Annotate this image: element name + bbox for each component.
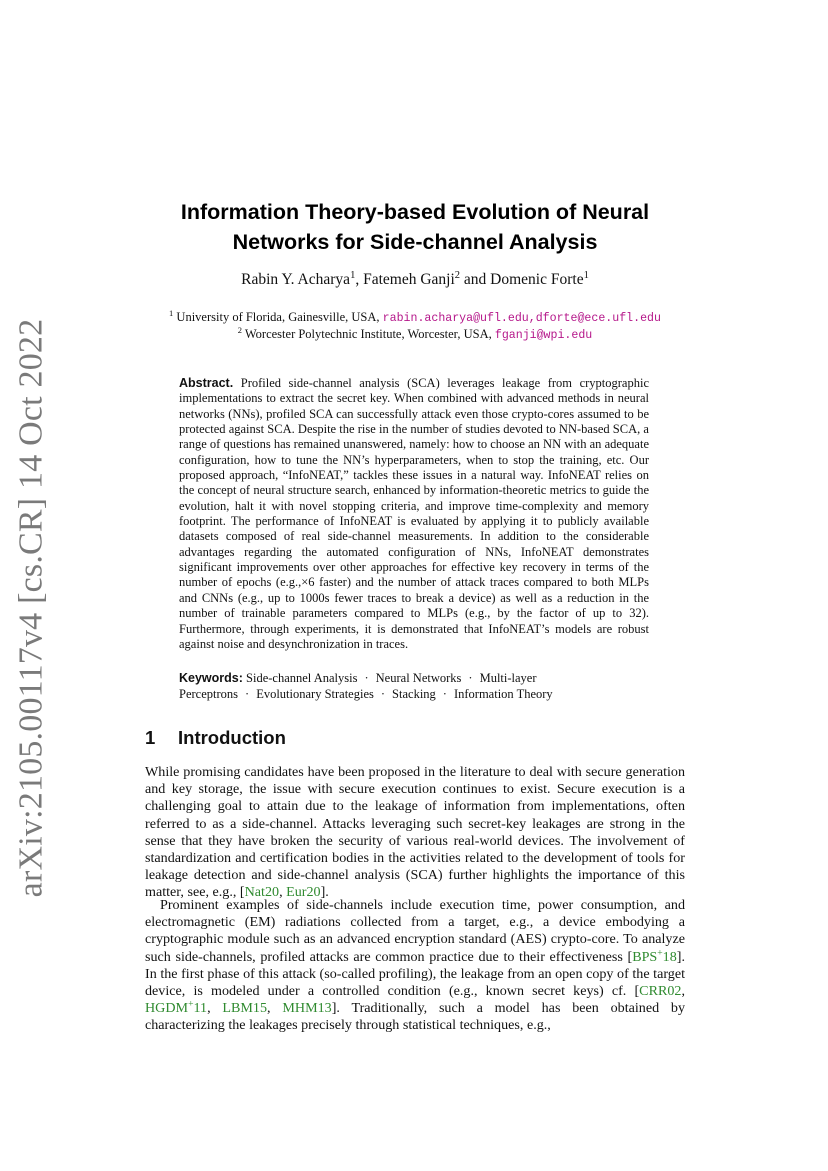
- affiliation-2: [120, 326, 710, 344]
- keyword: Neural Networks: [375, 671, 462, 685]
- email-link[interactable]: rabin.acharya@ufl.edu,dforte@ece.ufl.edu: [382, 312, 661, 325]
- citation-separator: ,: [267, 1000, 283, 1017]
- keyword: Multi-layer Perceptrons: [179, 671, 537, 701]
- keyword-separator: ·: [442, 686, 447, 701]
- citation-separator: ,: [681, 983, 685, 1000]
- citation-plus: +: [657, 946, 663, 958]
- citation-year: 11: [193, 1000, 208, 1017]
- paper-title: [120, 197, 710, 257]
- affiliation-marker: 1: [583, 269, 589, 281]
- keyword: Side-channel Analysis: [246, 671, 358, 685]
- title-line-1: Information Theory-based Evolution of Neural: [180, 200, 650, 224]
- author-separator: and: [460, 271, 491, 288]
- citation-link[interactable]: [632, 946, 677, 965]
- citation-bracket: [: [239, 884, 245, 901]
- citation-key: HGDM: [145, 1000, 189, 1017]
- abstract-label: Abstract.: [179, 376, 234, 390]
- author-name: Fatemeh Ganji: [363, 271, 455, 288]
- citation-separator: ,: [279, 884, 287, 901]
- citation-bracket: ]: [331, 1000, 337, 1017]
- citation-link[interactable]: LBM15: [222, 1000, 268, 1017]
- citation-bracket: ]: [676, 948, 682, 965]
- citation-key: BPS: [632, 948, 658, 965]
- keyword-separator: ·: [245, 686, 250, 701]
- section-heading: [145, 726, 286, 750]
- affiliation-text: University of Florida, Gainesville, USA,: [176, 310, 383, 324]
- citation-link[interactable]: CRR02: [639, 983, 682, 1000]
- keyword-separator: ·: [380, 686, 386, 701]
- section-title: Introduction: [178, 727, 286, 748]
- paragraph-text: While promising candidates have been proposed in the literature to deal with secure generation and key storage, the issue with secure execution continues to exist. Secure execution is a challenging goal to attain due to the leakage of information from implementations, often referred to as a side-channel. Attacks leveraging such secret-key leakages are strong in the sense that they have broken the security of various real-world devices. The involvement of standardization and certification bodies in the activities related to the development of tools for leakage detection and side-channel analysis (SCA) further highlights the importance of this matter, see, e.g.,: [145, 764, 685, 901]
- title-line-2: Networks for Side-channel Analysis: [232, 230, 598, 254]
- affiliation-1: [120, 309, 710, 327]
- email-link[interactable]: fganji@wpi.edu: [494, 329, 593, 342]
- author-list: [120, 270, 710, 290]
- abstract-text: Profiled side-channel analysis (SCA) leverages leakage from cryptographic implementations to extract the secret key. When combined with advanced methods in neural networks (NNs), profiled SCA can successfully attack even those crypto-cores assumed to be protected against SCA. Despite the rise in the number of studies devoted to NN-based SCA, a range of questions has remained unanswered, namely: how to choose an NN with an adequate configuration, how to tune the NN’s hyperparameters, when to stop the training, etc. Our proposed approach, “InfoNEAT,” tackles these issues in a natural way. InfoNEAT relies on the concept of neural structure search, enhanced by information-theoretic metrics to guide the evolution, halt it with novel stopping criteria, and improve time-complexity and memory footprint. The performance of InfoNEAT is evaluated by applying it to publicly available datasets composed of real side-channel measurements. In addition to the considerable advantages regarding the automated configuration of NNs, InfoNEAT demonstrates significant improvements over other approaches for effective key recovery in terms of the number of epochs (e.g.,×6 faster) and the number of attack traces compared to both MLPs and CNNs (e.g., up to 1000s fewer traces to break a device) as well as a reduction in the number of trainable parameters compared to MLPs (e.g., by the factor of up to 32). Furthermore, through experiments, it is demonstrated that InfoNEAT’s models are robust against noise and desynchronization in traces.: [179, 376, 649, 651]
- keyword: Information Theory: [453, 686, 553, 701]
- keyword-separator: ·: [364, 671, 369, 685]
- intro-paragraph-1: [145, 764, 685, 902]
- author-name: Domenic Forte: [490, 271, 584, 288]
- affiliation-marker: 1: [350, 269, 356, 281]
- keywords-label: Keywords:: [179, 671, 243, 685]
- intro-paragraph-2: [145, 897, 685, 1035]
- citation-link[interactable]: [145, 1000, 207, 1016]
- paragraph-text: Prominent examples of side-channels include execution time, power consumption, and electromagnetic (EM) radiations collected from a target, e.g., a device embodying a cryptographic module such as an advanced encryption standard (AES) crypto-core. To analyze such side-channels, profiled attacks are common practice due to their effectiveness: [145, 897, 685, 965]
- affiliation-number: 1: [169, 307, 174, 318]
- citation-link[interactable]: Nat20: [244, 884, 280, 901]
- paragraph-text: . In the first phase of this attack (so-called profiling), the leakage from an open copy of the target device, is modeled under a controlled condition (e.g., known secret keys) cf.: [145, 948, 685, 1000]
- citation-year: 18: [662, 948, 677, 965]
- keywords: [179, 671, 649, 702]
- affiliation-text: Worcester Polytechnic Institute, Worcester, USA,: [244, 327, 495, 341]
- section-number: 1: [145, 727, 156, 748]
- citation-bracket: ].: [320, 884, 329, 901]
- author-name: Rabin Y. Acharya: [241, 271, 351, 288]
- keyword: Evolutionary Strategies: [256, 686, 374, 701]
- citation-bracket: [: [627, 948, 633, 965]
- arxiv-identifier-stamp: [4, 318, 58, 897]
- paragraph-text: . Traditionally, such a model has been obtained by characterizing the leakages precisely through statistical techniques, e.g.,: [145, 1000, 686, 1034]
- citation-bracket: [: [634, 983, 640, 1000]
- citation-plus: +: [188, 998, 194, 1010]
- keyword: Stacking: [392, 686, 436, 701]
- citation-link[interactable]: Eur20: [286, 884, 321, 901]
- arxiv-identifier-text: arXiv:2105.00117v4 [cs.CR] 14 Oct 2022: [12, 318, 49, 897]
- keyword-separator: ·: [468, 671, 473, 685]
- citation-separator: ,: [207, 1000, 223, 1017]
- abstract: [179, 376, 649, 652]
- citation-link[interactable]: MHM13: [282, 1000, 332, 1017]
- affiliation-number: 2: [237, 324, 242, 335]
- affiliation-marker: 2: [454, 269, 461, 281]
- author-separator: ,: [355, 271, 364, 288]
